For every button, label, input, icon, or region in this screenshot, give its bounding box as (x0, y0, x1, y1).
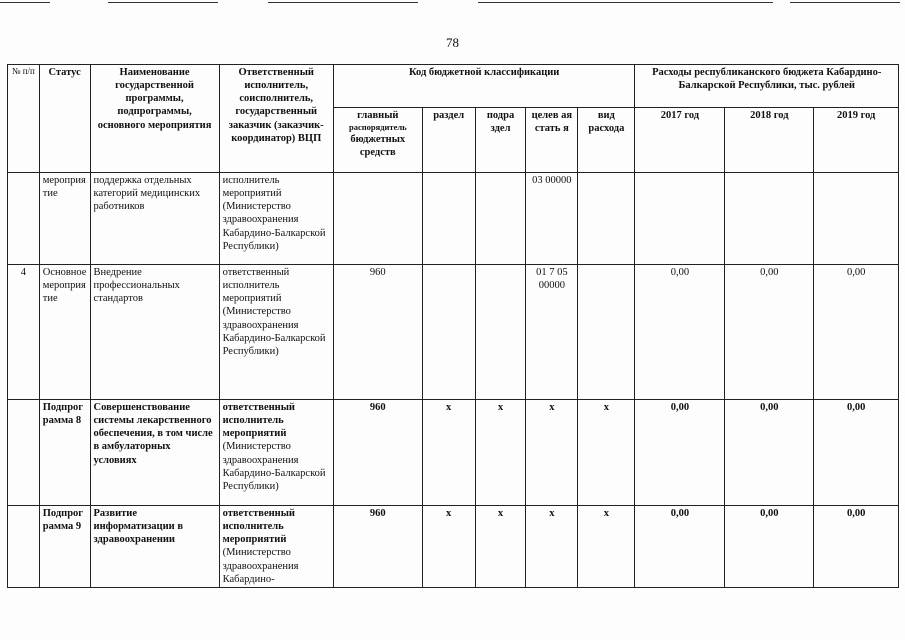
cell-2018: 0,00 (725, 400, 814, 506)
table-row (8, 173, 899, 265)
cell-status: Подпрог рамма 8 (39, 400, 90, 506)
cell-name: Внедрение профессиональных стандартов (90, 265, 219, 400)
cell-2019: 0,00 (814, 265, 899, 400)
cell-status: мероприя тие (39, 173, 90, 265)
col-header-expenses-group: Расходы республиканского бюджета Кабардино-Балкарской Республики, тыс. рублей (635, 65, 899, 108)
page-number: 78 (446, 35, 459, 50)
col-header-status: Статус (39, 65, 90, 173)
table-row (8, 506, 899, 588)
responsible-org: (Министерство здравоохранения Кабардино-Балкарской Республики) (222, 441, 326, 492)
col-header-kbk-subsection: подра здел (475, 108, 526, 173)
cell-kbk-target: 03 00000 (526, 173, 578, 265)
cell-kbk-main (333, 173, 422, 265)
cell-name: Развитие информатизации в здравоохранении (90, 506, 219, 588)
cell-kbk-type: х (578, 400, 635, 506)
col-header-kbk-group: Код бюджетной классификации (333, 65, 635, 108)
kbk-main-line2: распорядитель (348, 122, 407, 133)
cell-name: поддержка отдельных категорий медицинских работников (90, 173, 219, 265)
cell-kbk-main: 960 (333, 265, 422, 400)
cell-status: Подпрог рамма 9 (39, 506, 90, 588)
cell-2017: 0,00 (635, 265, 725, 400)
cell-kbk-target: 01 7 05 00000 (526, 265, 578, 400)
cell-2017: 0,00 (635, 400, 725, 506)
kbk-main-line1: главный (357, 110, 399, 121)
cell-2019: 0,00 (814, 400, 899, 506)
col-header-2017: 2017 год (635, 108, 725, 173)
cell-2017 (635, 173, 725, 265)
cell-kbk-subsection (475, 265, 526, 400)
table-row (8, 400, 899, 506)
cell-num (8, 400, 40, 506)
cell-num (8, 506, 40, 588)
col-header-num: № п/п (8, 65, 40, 173)
cell-2018: 0,00 (725, 265, 814, 400)
cell-kbk-section: х (422, 506, 475, 588)
table-row (8, 265, 899, 400)
budget-table (7, 64, 899, 588)
col-header-2019: 2019 год (814, 108, 899, 173)
cell-name: Совершенствование системы лекарственного обеспечения, в том числе в амбулаторных условиях (90, 400, 219, 506)
scan-top-rule-2 (108, 2, 218, 3)
cell-kbk-subsection: х (475, 506, 526, 588)
responsible-org: (Министерство здравоохранения Кабардино- (222, 547, 299, 585)
cell-num: 4 (8, 265, 40, 400)
cell-kbk-target: х (526, 506, 578, 588)
cell-kbk-section: х (422, 400, 475, 506)
col-header-kbk-type: вид расхода (578, 108, 635, 173)
cell-2019: 0,00 (814, 506, 899, 588)
header-row-1 (8, 65, 899, 108)
cell-kbk-subsection: х (475, 400, 526, 506)
col-header-2018: 2018 год (725, 108, 814, 173)
col-header-kbk-section: раздел (422, 108, 475, 173)
col-header-responsible: Ответственный исполнитель, соисполнитель, государственный заказчик (заказчик-координатор) ВЦП (219, 65, 333, 173)
cell-kbk-section (422, 265, 475, 400)
cell-kbk-main: 960 (333, 400, 422, 506)
cell-responsible: исполнитель мероприятий (Министерство здравоохранения Кабардино-Балкарской Республики) (219, 173, 333, 265)
cell-num (8, 173, 40, 265)
scan-top-rule-5 (790, 2, 900, 3)
cell-2018: 0,00 (725, 506, 814, 588)
cell-2018 (725, 173, 814, 265)
cell-responsible: ответственный исполнитель мероприятий (Министерство здравоохранения Кабардино-Балкарской Республики) (219, 265, 333, 400)
responsible-title: ответственный исполнитель мероприятий (222, 508, 295, 546)
col-header-name: Наименование государственной программы, подпрограммы, основного мероприятия (90, 65, 219, 173)
kbk-main-line3: бюджетных средств (350, 133, 406, 158)
cell-kbk-type (578, 173, 635, 265)
cell-kbk-target: х (526, 400, 578, 506)
scan-top-rule-3 (268, 2, 418, 3)
cell-responsible (219, 400, 333, 506)
scan-top-rule-1 (0, 2, 50, 3)
cell-kbk-subsection (475, 173, 526, 265)
scan-top-rule-4 (478, 2, 773, 3)
cell-2017: 0,00 (635, 506, 725, 588)
col-header-kbk-main (333, 108, 422, 173)
cell-responsible (219, 506, 333, 588)
cell-2019 (814, 173, 899, 265)
cell-kbk-main: 960 (333, 506, 422, 588)
cell-kbk-type: х (578, 506, 635, 588)
cell-status: Основное мероприя тие (39, 265, 90, 400)
col-header-kbk-target: целев ая стать я (526, 108, 578, 173)
cell-kbk-section (422, 173, 475, 265)
responsible-title: ответственный исполнитель мероприятий (222, 402, 295, 440)
cell-kbk-type (578, 265, 635, 400)
